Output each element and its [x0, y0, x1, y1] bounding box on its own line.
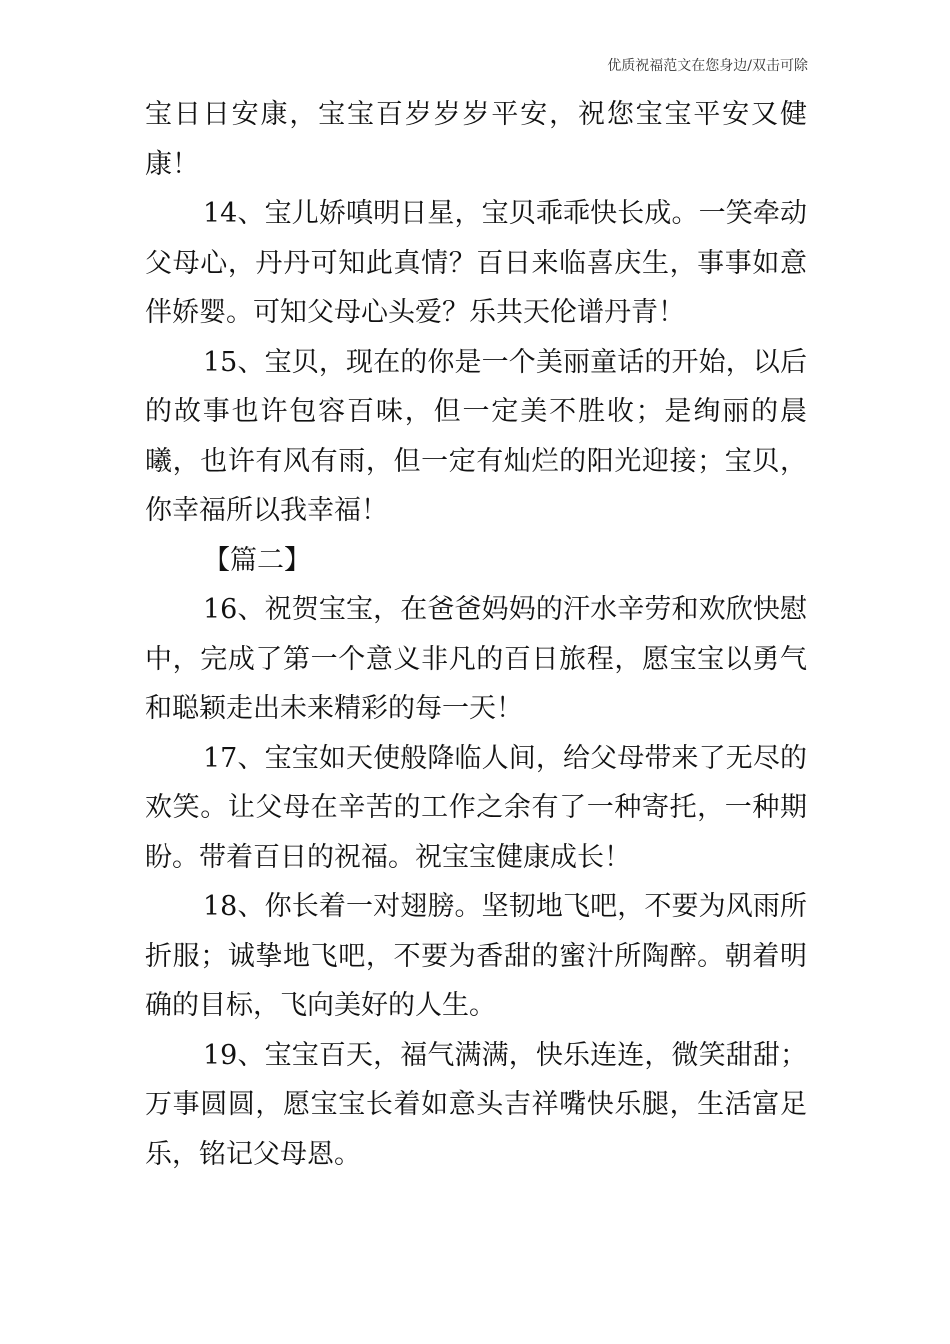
paragraph-17: 17、宝宝如天使般降临人间，给父母带来了无尽的欢笑。让父母在辛苦的工作之余有了一种寄托，一种期盼。带着百日的祝福。祝宝宝健康成长！ [145, 742, 807, 873]
paragraph-15: 15、宝贝，现在的你是一个美丽童话的开始，以后的故事也许包容百味，但一定美不胜收；是绚丽的晨曦，也许有风有雨，但一定有灿烂的阳光迎接；宝贝，你幸福所以我幸福！ [145, 346, 807, 526]
section-heading: 【篇二】 [203, 544, 311, 576]
document-body [145, 90, 807, 1179]
paragraph-19: 19、宝宝百天，福气满满，快乐连连，微笑甜甜；万事圆圆，愿宝宝长着如意头吉祥嘴快乐腿，生活富足乐，铭记父母恩。 [145, 1039, 807, 1170]
header-note: 优质祝福范文在您身边/双击可除 [607, 58, 808, 74]
paragraph-14: 14、宝儿娇嗔明日星，宝贝乖乖快长成。一笑牵动父母心，丹丹可知此真情？百日来临喜庆生，事事如意伴娇婴。可知父母心头爱？乐共天伦谱丹青！ [145, 198, 807, 328]
paragraph-16: 16、祝贺宝宝，在爸爸妈妈的汗水辛劳和欢欣快慰中，完成了第一个意义非凡的百日旅程，愿宝宝以勇气和聪颖走出未来精彩的每一天！ [145, 594, 807, 724]
paragraph-18: 18、你长着一对翅膀。坚韧地飞吧，不要为风雨所折服；诚挚地飞吧，不要为香甜的蜜汁所陶醉。朝着明确的目标，飞向美好的人生。 [145, 891, 807, 1021]
paragraph-continuation: 宝日日安康，宝宝百岁岁岁平安，祝您宝宝平安又健康！ [145, 99, 807, 180]
